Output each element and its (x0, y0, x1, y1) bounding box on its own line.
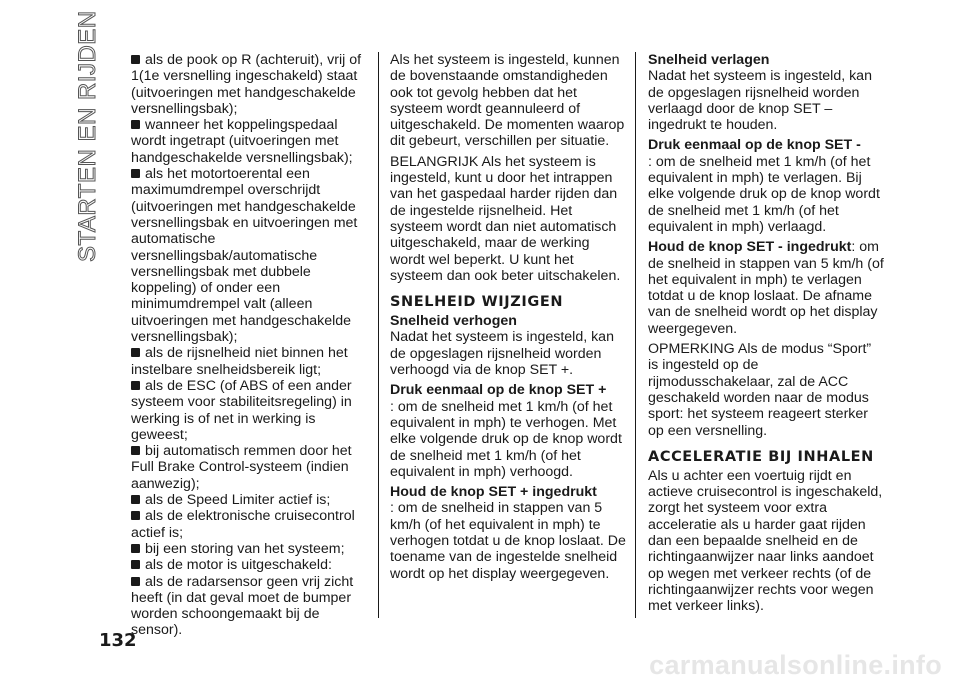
square-bullet-icon (131, 120, 140, 129)
list-item: als de elektronische cruisecontrol actief is; (131, 508, 355, 541)
paragraph: Nadat het systeem is ingesteld, kan de opgeslagen rijsnelheid worden verhoogd via de knop SET +. (390, 329, 614, 379)
column-3 (648, 52, 884, 619)
watermark: carmanualsonline.info (649, 650, 942, 680)
square-bullet-icon (131, 560, 140, 569)
note-paragraph: OPMERKING Als de modus “Sport” is ingesteld op de rijmodusschakelaar, zal de ACC geschakeld worden naar de modus sport: het systeem reageert sterker op een versnelling. (648, 341, 872, 439)
paragraph: : om de snelheid met 1 km/h (of het equivalent in mph) te verhogen. Met elke volgende druk op de knop wordt de snelheid met 1 km/h (of het equivalent in mph) verhoogd. (390, 398, 622, 480)
subheading: Snelheid verhogen (390, 313, 517, 330)
square-bullet-icon (131, 511, 140, 520)
list-item: als de pook op R (achteruit), vrij of 1(1e versnelling ingeschakeld) staat (uitvoeringen met handgeschakelde versnellingsbak); (131, 52, 362, 117)
paragraph: : om de snelheid met 1 km/h (of het equivalent in mph) te verlagen. Bij elke volgende druk op de knop wordt de snelheid met 1 km/h (of het equivalent in mph) verlaagd. (648, 153, 880, 235)
paragraph: Als het systeem is ingesteld, kunnen de bovenstaande omstandigheden ook tot gevolg hebben dat het systeem wordt geannuleerd of uitgeschakeld. De momenten waarop dit gebeurt, verschillen per situatie. (390, 52, 625, 150)
paragraph: Nadat het systeem is ingesteld, kan de opgeslagen rijsnelheid worden verlaagd door de knop SET – ingedrukt te houden. (648, 68, 872, 134)
paragraph: : om de snelheid in stappen van 5 km/h (of het equivalent in mph) te verhogen totdat u de knop loslaat. De toename van de ingestelde snelheid wordt op het display weergegeven. (390, 500, 626, 582)
column-1 (131, 52, 367, 639)
list-item: als de radarsensor geen vrij zicht heeft (in dat geval moet de bumper worden schoongemaakt bij de sensor). (131, 573, 354, 639)
paragraph: Als u achter een voertuig rijdt en actieve cruisecontrol is ingeschakeld, zorgt het systeem voor extra acceleratie als u harder gaat rijden dan een bepaalde snelheid en de richtingaanwijzer naar links aandoet op wegen met verkeer rechts (of de richtingaanwijzer rechts voor wegen met verkeer links). (648, 467, 883, 615)
column-2 (390, 52, 626, 586)
square-bullet-icon (131, 55, 140, 64)
subheading: Druk eenmaal op de knop SET - (648, 137, 861, 154)
list-item: wanneer het koppelingspedaal wordt ingetrapt (uitvoeringen met handgeschakelde versnellingsbak); (131, 117, 353, 166)
square-bullet-icon (131, 544, 140, 553)
chapter-side-title: STARTEN EN RIJDEN (74, 10, 101, 262)
subheading: Houd de knop SET + ingedrukt (390, 484, 597, 501)
list-item: als de Speed Limiter actief is; (131, 492, 367, 508)
subheading: Snelheid verlagen (648, 52, 770, 68)
square-bullet-icon (131, 577, 140, 586)
square-bullet-icon (131, 495, 140, 504)
section-heading: ACCELERATIE BIJ INHALEN (648, 448, 874, 465)
list-item: als de rijsnelheid niet binnen het instelbare snelheidsbereik ligt; (131, 345, 348, 378)
list-item: als de motor is uitgeschakeld: (131, 557, 367, 573)
important-note: BELANGRIJK Als het systeem is ingesteld, kunt u door het intrappen van het gaspedaal harder rijden dan de ingestelde rijsnelheid. Het systeem wordt dan niet automatisch uitgeschakeld, maar de werking wordt wel beperkt. U kunt het systeem dan ook beter uitschakelen. (390, 153, 621, 284)
list-item: bij een storing van het systeem; (131, 541, 367, 557)
subheading: Druk eenmaal op de knop SET + (390, 382, 607, 399)
inline-heading: Houd de knop SET - ingedrukt (648, 239, 852, 256)
column-divider (635, 52, 636, 618)
square-bullet-icon (131, 348, 140, 357)
list-item: als het motortoerental een maximumdrempel overschrijdt (uitvoeringen met handgeschakelde versnellingsbak en uitvoeringen met automatische versnellingsbak/automatische versnellingsbak met dubbele koppeling) of onder een minimumdrempel valt (alleen uitvoeringen met handgeschakelde versnellingsbak); (131, 166, 358, 346)
column-divider (378, 52, 379, 618)
page-number: 132 (99, 630, 137, 651)
list-item: als de ESC (of ABS of een ander systeem voor stabiliteitsregeling) in werking is of net in werking is geweest; (131, 377, 352, 443)
square-bullet-icon (131, 169, 140, 178)
square-bullet-icon (131, 381, 140, 390)
square-bullet-icon (131, 446, 140, 455)
section-heading: SNELHEID WIJZIGEN (390, 294, 564, 311)
paragraph: Houd de knop SET - ingedrukt: om de snelheid in stappen van 5 km/h (of het equivalent in mph) te verlagen totdat u de knop loslaat. De afname van de snelheid wordt op het display weergegeven. (648, 239, 884, 337)
list-item: bij automatisch remmen door het Full Brake Control-systeem (indien aanwezig); (131, 443, 352, 492)
